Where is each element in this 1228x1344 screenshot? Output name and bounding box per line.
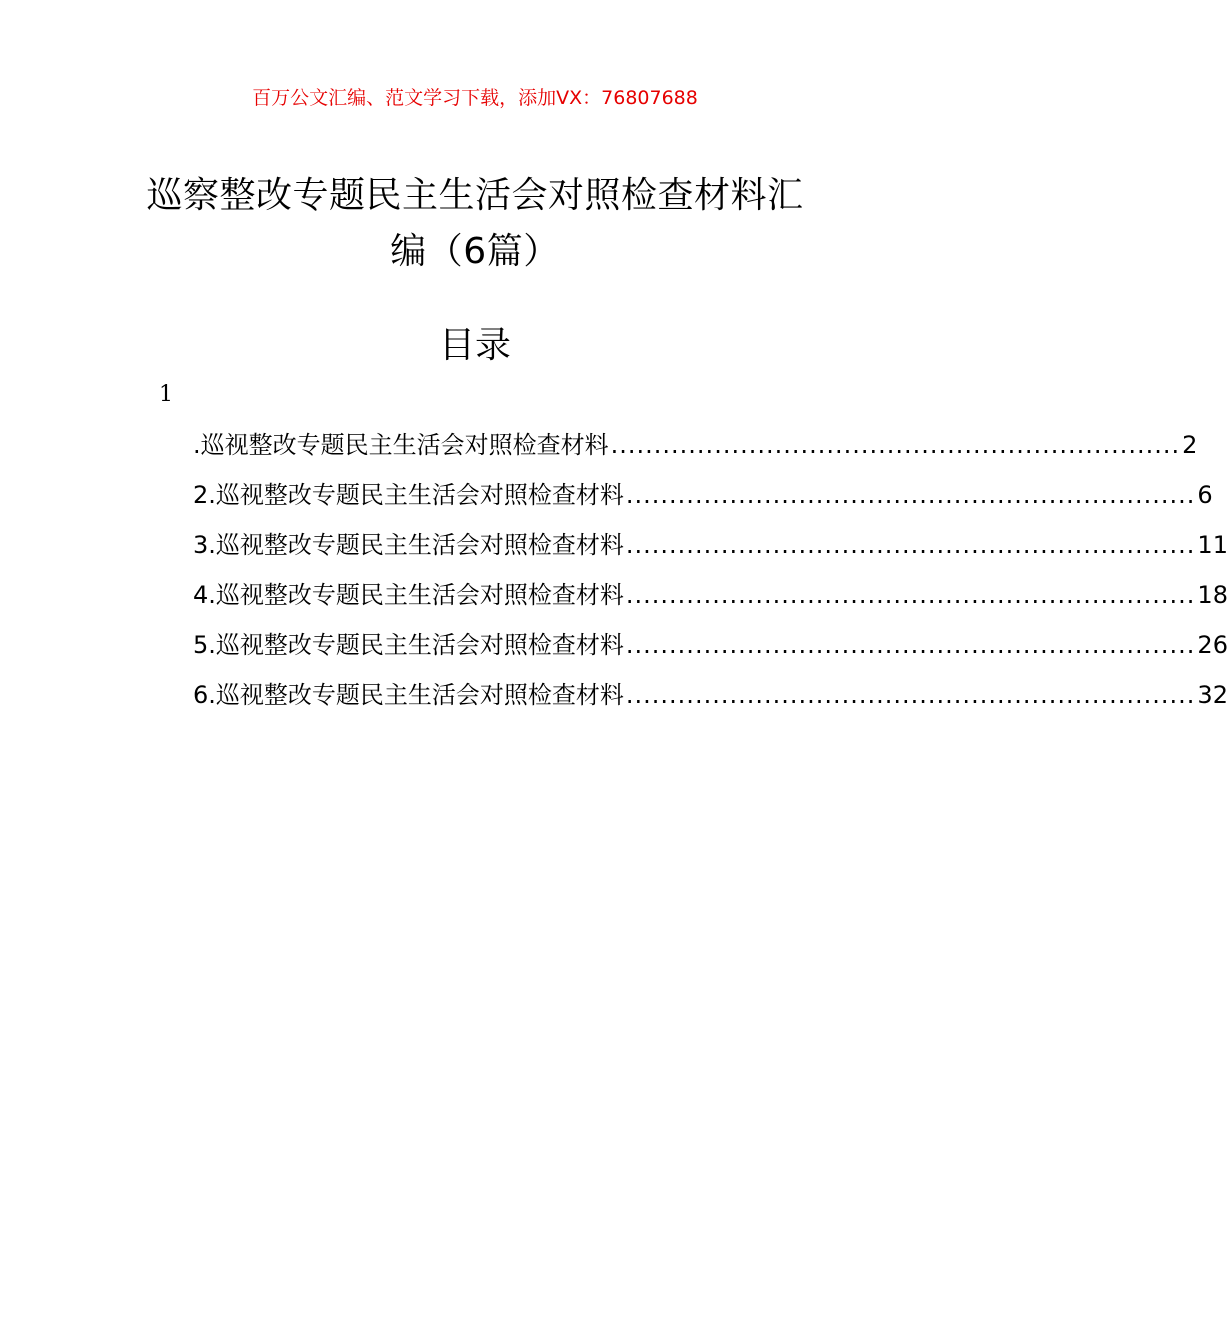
toc-entry-title: .巡视整改专题民主生活会对照检查材料: [193, 431, 609, 459]
toc-entry-leader: ..................................................................: [625, 681, 1196, 709]
toc-entry-title: 6.巡视整改专题民主生活会对照检查材料: [193, 681, 624, 709]
toc-entry-leader: ..................................................................: [625, 481, 1196, 509]
toc-entry[interactable]: [193, 623, 1228, 673]
toc-entry[interactable]: [193, 673, 1228, 723]
toc-entry-title: 5.巡视整改专题民主生活会对照检查材料: [193, 631, 624, 659]
header-promo-text: 百万公文汇编、范文学习下载，添加VX：76807688: [252, 87, 698, 109]
toc-entry-leader: ..................................................................: [625, 631, 1196, 659]
toc-entry-page: 11: [1197, 531, 1228, 559]
toc-heading: 目录: [438, 325, 511, 366]
toc-entry-page: 18: [1197, 581, 1228, 609]
toc-entry[interactable]: [193, 423, 1198, 473]
toc-entry-page: 32: [1197, 681, 1228, 709]
toc-entry-page: 26: [1197, 631, 1228, 659]
document-title: 巡察整改专题民主生活会对照检查材料汇编（6篇）: [146, 175, 804, 272]
toc-entry[interactable]: [193, 473, 1213, 523]
toc-entry-leader: ..................................................................: [625, 531, 1196, 559]
toc-entry[interactable]: [193, 573, 1228, 623]
toc-entry-title: 4.巡视整改专题民主生活会对照检查材料: [193, 581, 624, 609]
table-of-contents: [193, 423, 1228, 723]
toc-entry-title: 2.巡视整改专题民主生活会对照检查材料: [193, 481, 624, 509]
toc-entry-title: 3.巡视整改专题民主生活会对照检查材料: [193, 531, 624, 559]
toc-entry-leader: ..................................................................: [610, 431, 1181, 459]
toc-entry-leader: ..................................................................: [625, 581, 1196, 609]
toc-entry[interactable]: [193, 523, 1228, 573]
toc-entry-page: 6: [1197, 481, 1213, 509]
list-marker: 1: [159, 382, 173, 407]
toc-entry-page: 2: [1182, 431, 1198, 459]
